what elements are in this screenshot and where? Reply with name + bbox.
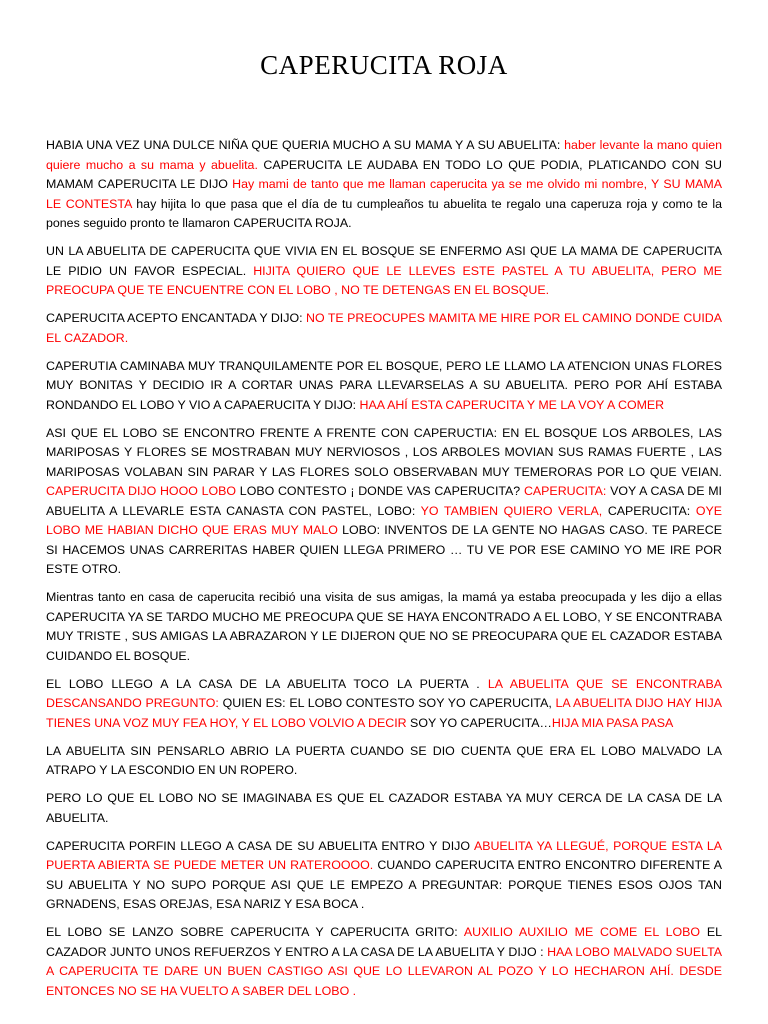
narration-text: LOBO CONTESTO ¡ DONDE VAS CAPERUCITA? (236, 484, 524, 498)
narration-text: CAPERUCITA: (602, 503, 696, 518)
narration-text: QUIEN ES: EL LOBO CONTESTO SOY YO CAPERUCITA, (218, 696, 556, 710)
story-paragraph (46, 675, 722, 734)
narration-text: LOBO: INVENTOS DE LA GENTE NO HAGAS CASO. TE PARECE SI HACEMOS UNAS CARRERITAS HABER QUIEN LLEGA PRIMERO … TU VE POR ESE CAMINO YO ME IRE POR ESTE OTRO. (46, 523, 722, 576)
narration-text: UN LA ABUELITA DE CAPERUCITA QUE VIVIA EN EL BOSQUE SE ENFERMO ASI QUE LA MAMA DE CAPERUCITA LE PIDIO UN FAVOR ESPECIAL. (46, 244, 722, 278)
dialogue-text: haber levante la mano quien quiere mucho a su mama y abuelita. (46, 138, 722, 172)
narration-text: LA ABUELITA SIN PENSARLO ABRIO LA PUERTA CUANDO SE DIO CUENTA QUE ERA EL LOBO MALVADO LA ATRAPO Y LA ESCONDIO EN UN ROPERO. (46, 743, 722, 777)
story-paragraph (46, 424, 722, 580)
narration-text: VOY A CASA DE MI ABUELITA A LLEVARLE ESTA CANASTA CON PASTEL, LOBO: (46, 484, 722, 518)
narration-text: EL LOBO LLEGO A LA CASA DE LA ABUELITA TOCO LA PUERTA . (46, 676, 488, 691)
page-title: CAPERUCITA ROJA (260, 50, 508, 80)
dialogue-text: LA ABUELITA DIJO HAY HIJA TIENES UNA VOZ MUY FEA HOY, Y EL LOBO VOLVIO A DECIR (46, 696, 722, 730)
narration-text: CUANDO CAPERUCITA ENTRO ENCONTRO DIFERENTE A SU ABUELITA Y NO SUPO PORQUE ASI QUE LE EMPEZO A PREGUNTAR: PORQUE TIENES ESOS OJOS TAN GRNADENS, ESAS OREJAS, ESA NARIZ Y ESA BOCA . (46, 858, 722, 911)
dialogue-text: YO TAMBIEN QUIERO VERLA, (420, 503, 603, 518)
dialogue-text: AUXILIO AUXILIO ME COME EL LOBO (463, 925, 701, 939)
story-paragraph (46, 136, 722, 234)
dialogue-text: HAA LOBO MALVADO SUELTA A CAPERUCITA TE DARE UN BUEN CASTIGO ASI QUE LO LLEVARON AL POZO Y LO HECHARON AHÍ. DESDE ENTONCES NO SE HA VUELTO A SABER DEL LOBO . (46, 944, 722, 998)
narration-text: ASI QUE EL LOBO SE ENCONTRO FRENTE A FRENTE CON CAPERUCTIA: EN EL BOSQUE LOS ARBOLES, LAS MARIPOSAS Y FLORES SE MOSTRABAN MUY NERVIOSOS , LOS ARBOLES MOVIAN SUS RAMAS FUERTE , LAS MARIPOSAS VOLABAN SIN PARAR Y LAS FLORES SOLO OBSERVABAN MUY TEMERORAS POR LO QUE VEIAN. (46, 425, 722, 479)
narration-text: EL CAZADOR JUNTO UNOS REFUERZOS Y ENTRO A LA CASA DE LA ABUELITA Y DIJO : (46, 925, 722, 959)
story-body (46, 136, 722, 1010)
dialogue-text: HIJITA QUIERO QUE LE LLEVES ESTE PASTEL A TU ABUELITA, PERO ME PREOCUPA QUE TE ENCUENTRE CON EL LOBO , NO TE DETENGAS EN EL BOSQUE. (46, 263, 722, 297)
narration-text: PERO LO QUE EL LOBO NO SE IMAGINABA ES QUE EL CAZADOR ESTABA YA MUY CERCA DE LA CASA DE LA ABUELITA. (46, 791, 722, 825)
narration-text: Mientras tanto en casa de caperucita recibió una visita de sus amigas, la mamá ya estaba preocupada y les dijo a ellas CAPERUCITA YA SE TARDO MUCHO ME PREOCUPA QUE SE HAYA ENCONTRADO A EL LOBO, Y SE ENCONTRABA MUY TRISTE , SUS AMIGAS LA ABRAZARON Y LE DIJERON QUE NO SE PREOCUPARA QUE EL CAZADOR ESTABA CUIDANDO EL BOSQUE. (46, 590, 722, 663)
narration-text: EL LOBO SE LANZO SOBRE CAPERUCITA Y CAPERUCITA GRITO: (46, 925, 464, 939)
story-paragraph (46, 923, 722, 1001)
narration-text: CAPERUCITA ACEPTO ENCANTADA Y DIJO: (46, 311, 306, 325)
dialogue-text: OYE LOBO ME HABIAN DICHO QUE ERAS MUY MALO (46, 503, 722, 537)
story-paragraph (46, 789, 722, 828)
narration-text: CAPERUCITA LE AUDABA EN TODO LO QUE PODIA, PLATICANDO CON SU MAMAM CAPERUCITA LE DIJO (46, 157, 723, 191)
dialogue-text: NO TE PREOCUPES MAMITA ME HIRE POR EL CAMINO DONDE CUIDA EL CAZADOR. (46, 311, 722, 345)
narration-text: HABIA UNA VEZ UNA DULCE NIÑA QUE QUERIA MUCHO A SU MAMA Y A SU ABUELITA: (46, 138, 565, 152)
story-paragraph (46, 309, 722, 348)
story-paragraph (46, 242, 722, 301)
dialogue-text: CAPERUCITA DIJO HOOO LOBO (46, 484, 237, 498)
dialogue-text: ABUELITA YA LLEGUÉ, PORQUE ESTA LA PUERTA ABIERTA SE PUEDE METER UN RATEROOOO. (46, 838, 722, 872)
story-paragraph (46, 742, 722, 781)
dialogue-text: HAA AHÍ ESTA CAPERUCITA Y ME LA VOY A COMER (359, 397, 665, 412)
narration-text: CAPERUTIA CAMINABA MUY TRANQUILAMENTE POR EL BOSQUE, PERO LE LLAMO LA ATENCION UNAS FLORES MUY BONITAS Y DECIDIO IR A CORTAR UNAS PARA LLEVARSELAS A SU ABUELITA. PERO POR AHÍ ESTABA RONDANDO EL LOBO Y VIO A CAPAERUCITA Y DIJO: (46, 358, 722, 412)
story-paragraph (46, 357, 722, 416)
dialogue-text: CAPERUCITA: (523, 484, 607, 498)
narration-text: hay hijita lo que pasa que el día de tu cumpleaños tu abuelita te regalo una caperuza roja y como te la pones seguido pronto te llamaron CAPERUCITA ROJA. (46, 196, 722, 230)
narration-text: SOY YO CAPERUCITA… (406, 715, 552, 730)
dialogue-text: LA ABUELITA QUE SE ENCONTRABA DESCANSANDO PREGUNTO: (46, 676, 722, 710)
story-paragraph (46, 837, 722, 915)
dialogue-text: HIJA MIA PASA PASA (551, 715, 674, 730)
narration-text: CAPERUCITA PORFIN LLEGO A CASA DE SU ABUELITA ENTRO Y DIJO (46, 838, 474, 853)
dialogue-text: Hay mami de tanto que me llaman caperucita ya se me olvido mi nombre, Y SU MAMA LE CONTESTA (46, 177, 722, 211)
story-paragraph (46, 588, 722, 666)
